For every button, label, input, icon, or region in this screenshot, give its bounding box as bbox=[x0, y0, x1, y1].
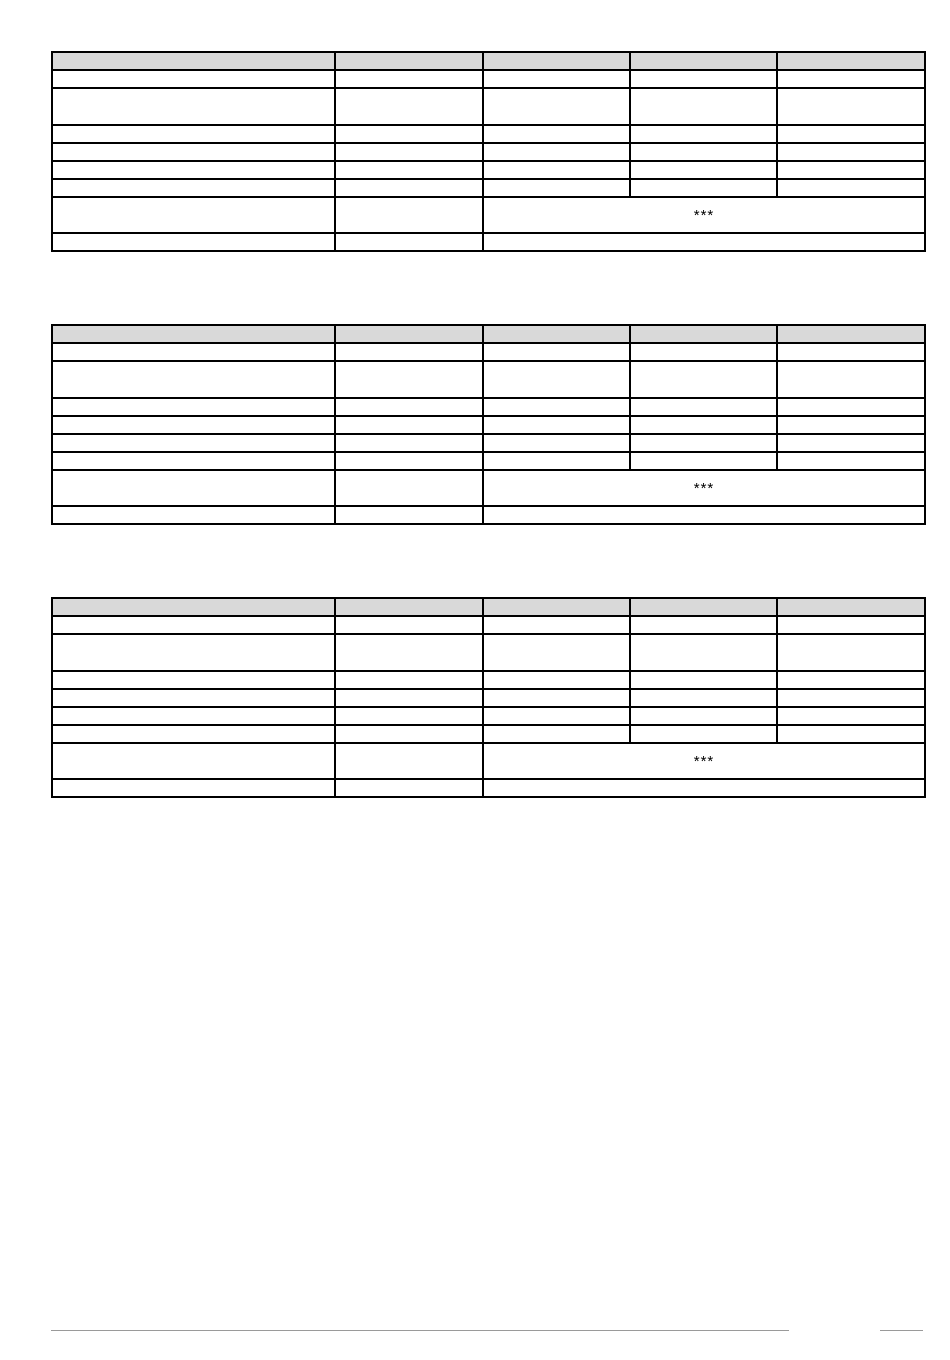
footer-rule bbox=[51, 1330, 789, 1331]
header-cell bbox=[335, 325, 483, 343]
header-cell bbox=[483, 325, 630, 343]
table-row bbox=[52, 506, 925, 524]
table-row bbox=[52, 125, 925, 143]
separator-stars: *** bbox=[483, 470, 925, 506]
table-row bbox=[52, 343, 925, 361]
header-cell bbox=[630, 52, 777, 70]
table-header-row bbox=[52, 325, 925, 343]
table-row bbox=[52, 743, 925, 779]
table-header-row bbox=[52, 598, 925, 616]
table-header-row bbox=[52, 52, 925, 70]
table-row bbox=[52, 452, 925, 470]
separator-stars: *** bbox=[483, 197, 925, 233]
header-cell bbox=[52, 325, 335, 343]
merged-cell bbox=[483, 233, 925, 251]
table-row bbox=[52, 197, 925, 233]
data-table-2 bbox=[51, 324, 926, 525]
header-cell bbox=[777, 598, 925, 616]
header-cell bbox=[777, 325, 925, 343]
table-row bbox=[52, 233, 925, 251]
table-row bbox=[52, 143, 925, 161]
header-cell bbox=[777, 52, 925, 70]
table-row bbox=[52, 361, 925, 398]
table-row bbox=[52, 398, 925, 416]
table-row bbox=[52, 707, 925, 725]
table-row bbox=[52, 470, 925, 506]
footer-page-rule bbox=[880, 1330, 923, 1331]
table-row bbox=[52, 161, 925, 179]
merged-cell bbox=[483, 779, 925, 797]
table-row bbox=[52, 416, 925, 434]
header-cell bbox=[52, 52, 335, 70]
table-row bbox=[52, 88, 925, 125]
table-row bbox=[52, 779, 925, 797]
table-row bbox=[52, 434, 925, 452]
header-cell bbox=[483, 52, 630, 70]
header-cell bbox=[630, 598, 777, 616]
table-row bbox=[52, 616, 925, 634]
data-table-3 bbox=[51, 597, 926, 798]
header-cell bbox=[335, 52, 483, 70]
table-row bbox=[52, 179, 925, 197]
table-row bbox=[52, 689, 925, 707]
merged-cell bbox=[483, 506, 925, 524]
header-cell bbox=[335, 598, 483, 616]
data-table-1 bbox=[51, 51, 926, 252]
separator-stars: *** bbox=[483, 743, 925, 779]
table-row bbox=[52, 671, 925, 689]
table-row bbox=[52, 725, 925, 743]
header-cell bbox=[483, 598, 630, 616]
table-row bbox=[52, 70, 925, 88]
table-row bbox=[52, 634, 925, 671]
header-cell bbox=[52, 598, 335, 616]
header-cell bbox=[630, 325, 777, 343]
